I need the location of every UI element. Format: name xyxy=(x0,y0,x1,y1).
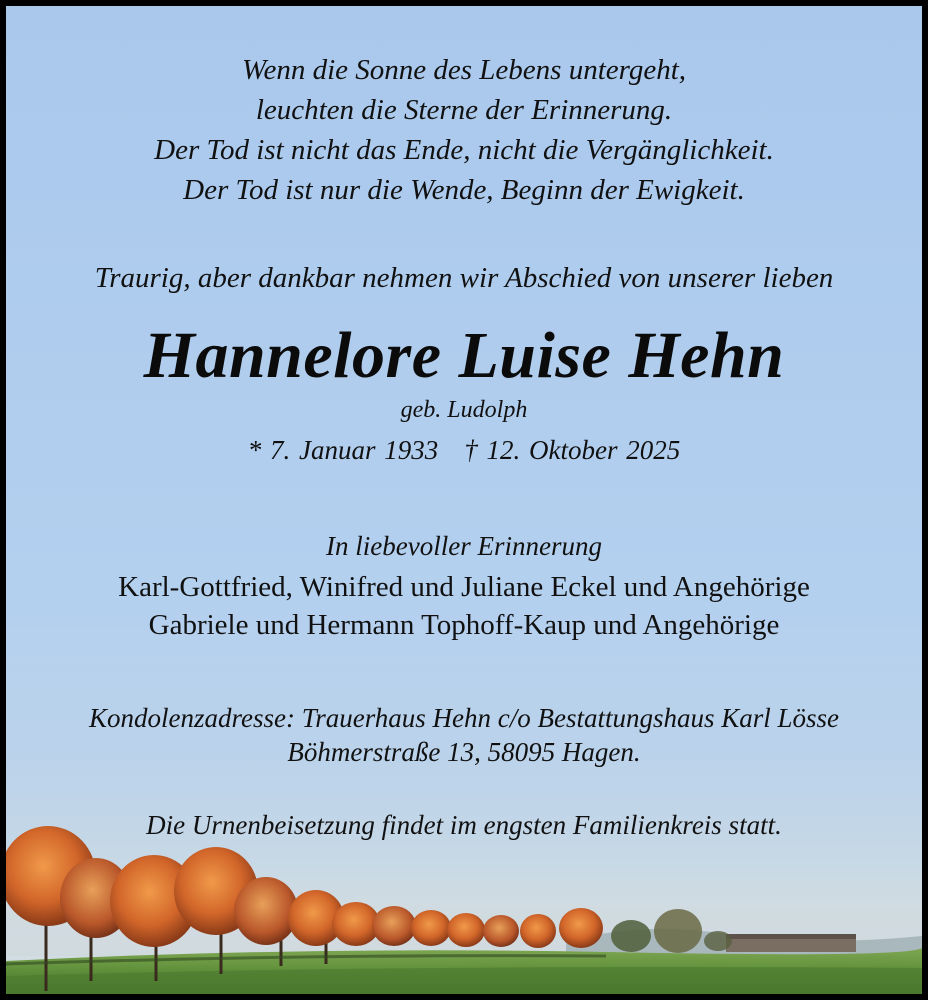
poem-line-1: Wenn die Sonne des Lebens untergeht, xyxy=(241,54,687,86)
birth-name: geb. Ludolph xyxy=(400,397,528,423)
funeral-note: Die Urnenbeisetzung findet im engsten Familienkreis statt. xyxy=(146,810,782,840)
birth-date: * 7. Januar 1933 xyxy=(247,435,439,465)
memorial-poem xyxy=(6,50,922,210)
mourners-heading: In liebevoller Erinnerung xyxy=(326,531,602,561)
mourner-family-2: Gabriele und Hermann Tophoff-Kaup und Angehörige xyxy=(148,609,780,641)
obituary-card xyxy=(6,6,922,994)
condolence-line-1: Kondolenzadresse: Trauerhaus Hehn c/o Bestattungshaus Karl Lösse xyxy=(88,703,840,733)
mourner-family-1: Karl-Gottfried, Winifred und Juliane Eckel und Angehörige xyxy=(118,571,810,603)
poem-line-2: leuchten die Sterne der Erinnerung. xyxy=(255,94,673,126)
announcement-intro: Traurig, aber dankbar nehmen wir Abschied von unserer lieben xyxy=(94,262,834,294)
poem-line-4: Der Tod ist nur die Wende, Beginn der Ewigkeit. xyxy=(183,174,745,206)
deceased-name: Hannelore Luise Hehn xyxy=(143,319,785,392)
poem-line-3: Der Tod ist nicht das Ende, nicht die Vergänglichkeit. xyxy=(154,134,774,166)
condolence-line-2: Böhmerstraße 13, 58095 Hagen. xyxy=(287,737,641,767)
mourners-list xyxy=(6,568,922,644)
death-date: † 12. Oktober 2025 xyxy=(464,435,681,465)
life-dates xyxy=(6,435,922,466)
condolence-address xyxy=(6,701,922,769)
